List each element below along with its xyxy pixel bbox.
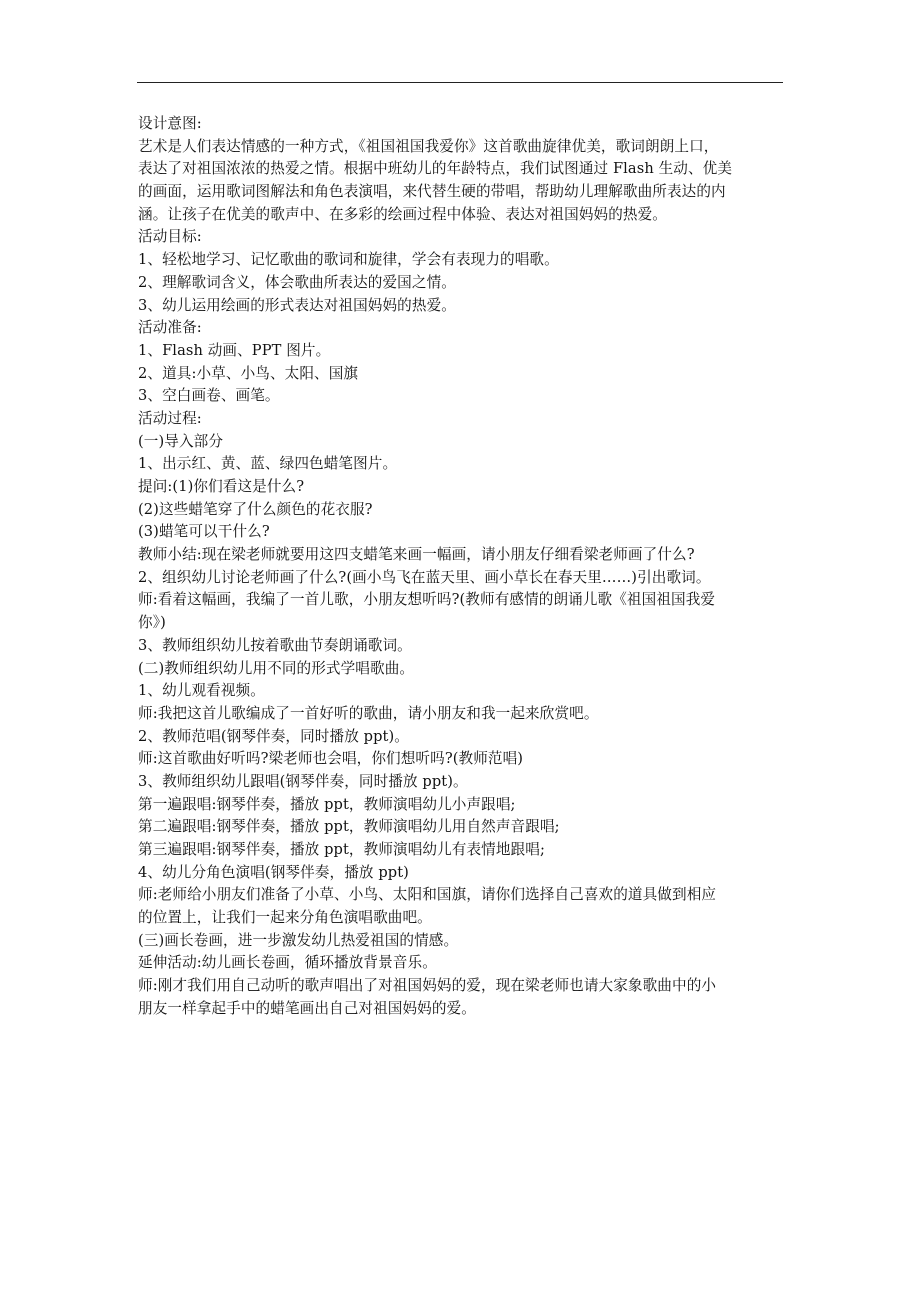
paragraph-line: 表达了对祖国浓浓的热爱之情。根据中班幼儿的年龄特点，我们试图通过 Flash 生动、优美 xyxy=(138,160,733,178)
paragraph-line: 第一遍跟唱:钢琴伴奏，播放 ppt，教师演唱幼儿小声跟唱; xyxy=(138,795,516,813)
header-rule xyxy=(137,82,783,83)
paragraph-line: 第三遍跟唱:钢琴伴奏，播放 ppt，教师演唱幼儿有表情地跟唱; xyxy=(138,841,545,858)
list-item: 4、幼儿分角色演唱(钢琴伴奏，播放 ppt) xyxy=(138,863,409,881)
paragraph-line: 教师小结:现在梁老师就要用这四支蜡笔来画一幅画，请小朋友仔细看梁老师画了什么? xyxy=(138,546,695,564)
subsection-heading: (二)教师组织幼儿用不同的形式学唱歌曲。 xyxy=(138,659,415,677)
paragraph-line: 师:这首歌曲好听吗?梁老师也会唱，你们想听吗?(教师范唱) xyxy=(138,750,524,768)
list-item: 3、空白画卷、画笔。 xyxy=(138,387,280,405)
paragraph-line: 的画面，运用歌词图解法和角色表演唱，来代替生硬的带唱，帮助幼儿理解歌曲所表达的内 xyxy=(138,183,726,201)
paragraph-line: (2)这些蜡笔穿了什么颜色的花衣服? xyxy=(138,500,373,518)
list-item: 3、幼儿运用绘画的形式表达对祖国妈妈的热爱。 xyxy=(138,296,456,314)
list-item: 3、教师组织幼儿跟唱(钢琴伴奏，同时播放 ppt)。 xyxy=(138,772,468,790)
document-body xyxy=(138,113,783,1021)
paragraph-line: 师:我把这首儿歌编成了一首好听的歌曲，请小朋友和我一起来欣赏吧。 xyxy=(138,704,599,722)
paragraph-line: 延伸活动:幼儿画长卷画，循环播放背景音乐。 xyxy=(138,954,437,972)
list-item: 3、教师组织幼儿按着歌曲节奏朗诵歌词。 xyxy=(138,636,412,654)
paragraph-line: 你》) xyxy=(138,614,166,632)
paragraph-line: 朋友一样拿起手中的蜡笔画出自己对祖国妈妈的爱。 xyxy=(138,999,476,1017)
list-item: 1、幼儿观看视频。 xyxy=(138,682,265,700)
paragraph-line: 师:刚才我们用自己动听的歌声唱出了对祖国妈妈的爱，现在梁老师也请大家象歌曲中的小 xyxy=(138,977,717,995)
section-heading-activity-preparation: 活动准备: xyxy=(138,319,202,337)
list-item: 1、轻松地学习、记忆歌曲的歌词和旋律，学会有表现力的唱歌。 xyxy=(138,251,559,269)
paragraph-line: 涵。让孩子在优美的歌声中、在多彩的绘画过程中体验、表达对祖国妈妈的热爱。 xyxy=(138,205,667,223)
paragraph-line: 的位置上，让我们一起来分角色演唱歌曲吧。 xyxy=(138,909,432,927)
section-heading-design-intent: 设计意图: xyxy=(138,115,202,132)
section-heading-activity-process: 活动过程: xyxy=(138,409,202,427)
subsection-heading: (一)导入部分 xyxy=(138,432,224,450)
section-heading-activity-goals: 活动目标: xyxy=(138,228,202,246)
subsection-heading: (三)画长卷画，进一步激发幼儿热爱祖国的情感。 xyxy=(138,931,459,949)
list-item: 2、教师范唱(钢琴伴奏，同时播放 ppt)。 xyxy=(138,727,409,745)
paragraph-line: 提问:(1)你们看这是什么? xyxy=(138,478,305,495)
list-item: 1、Flash 动画、PPT 图片。 xyxy=(138,341,331,359)
paragraph-line: 第二遍跟唱:钢琴伴奏，播放 ppt，教师演唱幼儿用自然声音跟唱; xyxy=(138,818,560,836)
paragraph-line: 艺术是人们表达情感的一种方式，《祖国祖国我爱你》这首歌曲旋律优美，歌词朗朗上口， xyxy=(138,137,719,155)
paragraph-line: 师:老师给小朋友们准备了小草、小鸟、太阳和国旗，请你们选择自己喜欢的道具做到相应 xyxy=(138,886,717,904)
paragraph-line: (3)蜡笔可以干什么? xyxy=(138,523,270,541)
list-item: 2、道具:小草、小鸟、太阳、国旗 xyxy=(138,364,359,382)
list-item: 2、理解歌词含义，体会歌曲所表达的爱国之情。 xyxy=(138,273,456,291)
paragraph-line: 师:看着这幅画，我编了一首儿歌，小朋友想听吗?(教师有感情的朗诵儿歌《祖国祖国我爱 xyxy=(138,591,716,609)
list-item: 1、出示红、黄、蓝、绿四色蜡笔图片。 xyxy=(138,455,398,473)
list-item: 2、组织幼儿讨论老师画了什么?(画小鸟飞在蓝天里、画小草长在春天里……)引出歌词。 xyxy=(138,568,711,586)
